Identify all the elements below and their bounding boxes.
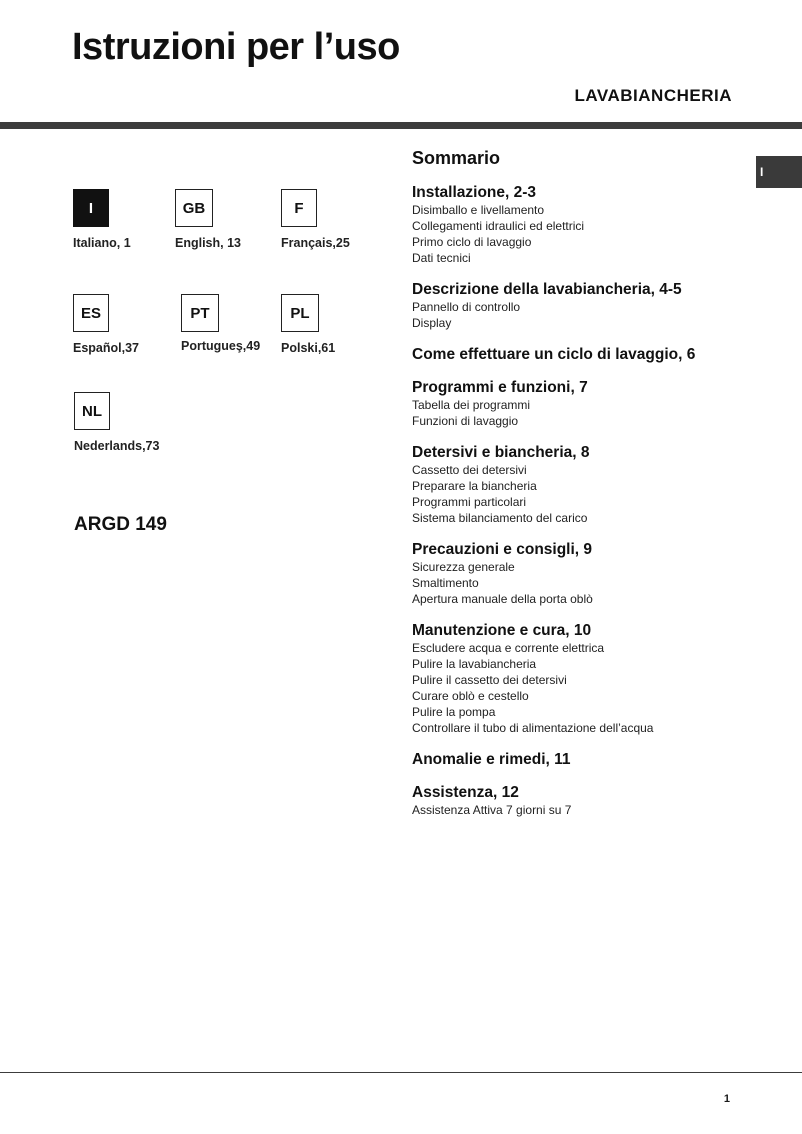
toc-item[interactable]: Collegamenti idraulici ed elettrici <box>412 219 585 233</box>
toc-section-title[interactable]: Anomalie e rimedi, 11 <box>412 751 571 768</box>
toc-section-ciclo-lavaggio <box>412 345 792 364</box>
toc-section-manutenzione <box>412 621 792 736</box>
toc-item[interactable]: Pulire il cassetto dei detersivi <box>412 673 567 687</box>
toc-item[interactable]: Assistenza Attiva 7 giorni su 7 <box>412 803 572 817</box>
language-english[interactable] <box>175 189 241 250</box>
toc-section-descrizione <box>412 280 792 331</box>
language-italiano[interactable] <box>73 189 131 250</box>
page-number: 1 <box>723 1093 730 1105</box>
table-of-contents <box>412 183 792 832</box>
toc-item[interactable]: Primo ciclo di lavaggio <box>412 235 532 249</box>
toc-item[interactable]: Tabella dei programmi <box>412 398 531 412</box>
language-code-box: I <box>73 189 109 227</box>
language-label: Español,37 <box>73 341 139 355</box>
language-side-tab: I <box>756 156 802 188</box>
language-code-box: GB <box>175 189 213 227</box>
language-label: Polski,61 <box>281 341 336 355</box>
model-number: ARGD 149 <box>74 514 167 535</box>
toc-section-title[interactable]: Come effettuare un ciclo di lavaggio, 6 <box>412 346 696 363</box>
toc-item[interactable]: Sicurezza generale <box>412 560 515 574</box>
language-label: Portugueş,49 <box>181 339 261 353</box>
toc-item[interactable]: Preparare la biancheria <box>412 479 537 493</box>
toc-item[interactable]: Curare oblò e cestello <box>412 689 529 703</box>
toc-item[interactable]: Display <box>412 316 452 330</box>
language-label: Italiano, 1 <box>73 236 131 250</box>
header-divider <box>0 122 802 129</box>
language-code-box: F <box>281 189 317 227</box>
toc-item[interactable]: Escludere acqua e corrente elettrica <box>412 641 605 655</box>
toc-section-title[interactable]: Installazione, 2-3 <box>412 184 537 201</box>
toc-item[interactable]: Apertura manuale della porta oblò <box>412 592 593 606</box>
language-label: Français,25 <box>281 236 350 250</box>
toc-section-title[interactable]: Detersivi e biancheria, 8 <box>412 444 590 461</box>
document-subtitle: LAVABIANCHERIA <box>574 86 732 105</box>
language-nederlands[interactable] <box>74 392 160 453</box>
toc-item[interactable]: Pulire la lavabiancheria <box>412 657 537 671</box>
toc-section-title[interactable]: Programmi e funzioni, 7 <box>412 379 588 396</box>
toc-item[interactable]: Pannello di controllo <box>412 300 521 314</box>
language-code-box: PL <box>281 294 319 332</box>
toc-section-installazione <box>412 183 792 266</box>
toc-item[interactable]: Funzioni di lavaggio <box>412 414 519 428</box>
toc-item[interactable]: Disimballo e livellamento <box>412 203 545 217</box>
footer-divider <box>0 1072 802 1073</box>
language-polski[interactable] <box>281 294 336 355</box>
document-title: Istruzioni per l’uso <box>72 26 400 68</box>
toc-section-anomalie <box>412 750 792 769</box>
toc-heading: Sommario <box>412 148 501 168</box>
toc-section-assistenza <box>412 783 792 818</box>
toc-section-title[interactable]: Precauzioni e consigli, 9 <box>412 541 593 558</box>
toc-section-title[interactable]: Descrizione della lavabiancheria, 4-5 <box>412 281 682 298</box>
toc-section-title[interactable]: Manutenzione e cura, 10 <box>412 622 592 639</box>
toc-item[interactable]: Controllare il tubo di alimentazione dell’acqua <box>412 721 654 735</box>
language-code-box: PT <box>181 294 219 332</box>
toc-section-detersivi <box>412 443 792 526</box>
language-code-box: NL <box>74 392 110 430</box>
language-code-box: ES <box>73 294 109 332</box>
language-francais[interactable] <box>281 189 350 250</box>
toc-item[interactable]: Dati tecnici <box>412 251 471 265</box>
toc-item[interactable]: Smaltimento <box>412 576 479 590</box>
language-portugues[interactable] <box>181 294 261 353</box>
toc-section-precauzioni <box>412 540 792 607</box>
language-label: Nederlands,73 <box>74 439 160 453</box>
toc-item[interactable]: Programmi particolari <box>412 495 527 509</box>
toc-item[interactable]: Cassetto dei detersivi <box>412 463 527 477</box>
language-label: English, 13 <box>175 236 241 250</box>
toc-section-title[interactable]: Assistenza, 12 <box>412 784 519 801</box>
toc-item[interactable]: Sistema bilanciamento del carico <box>412 511 588 525</box>
toc-section-programmi <box>412 378 792 429</box>
toc-item[interactable]: Pulire la pompa <box>412 705 496 719</box>
language-espanol[interactable] <box>73 294 139 355</box>
